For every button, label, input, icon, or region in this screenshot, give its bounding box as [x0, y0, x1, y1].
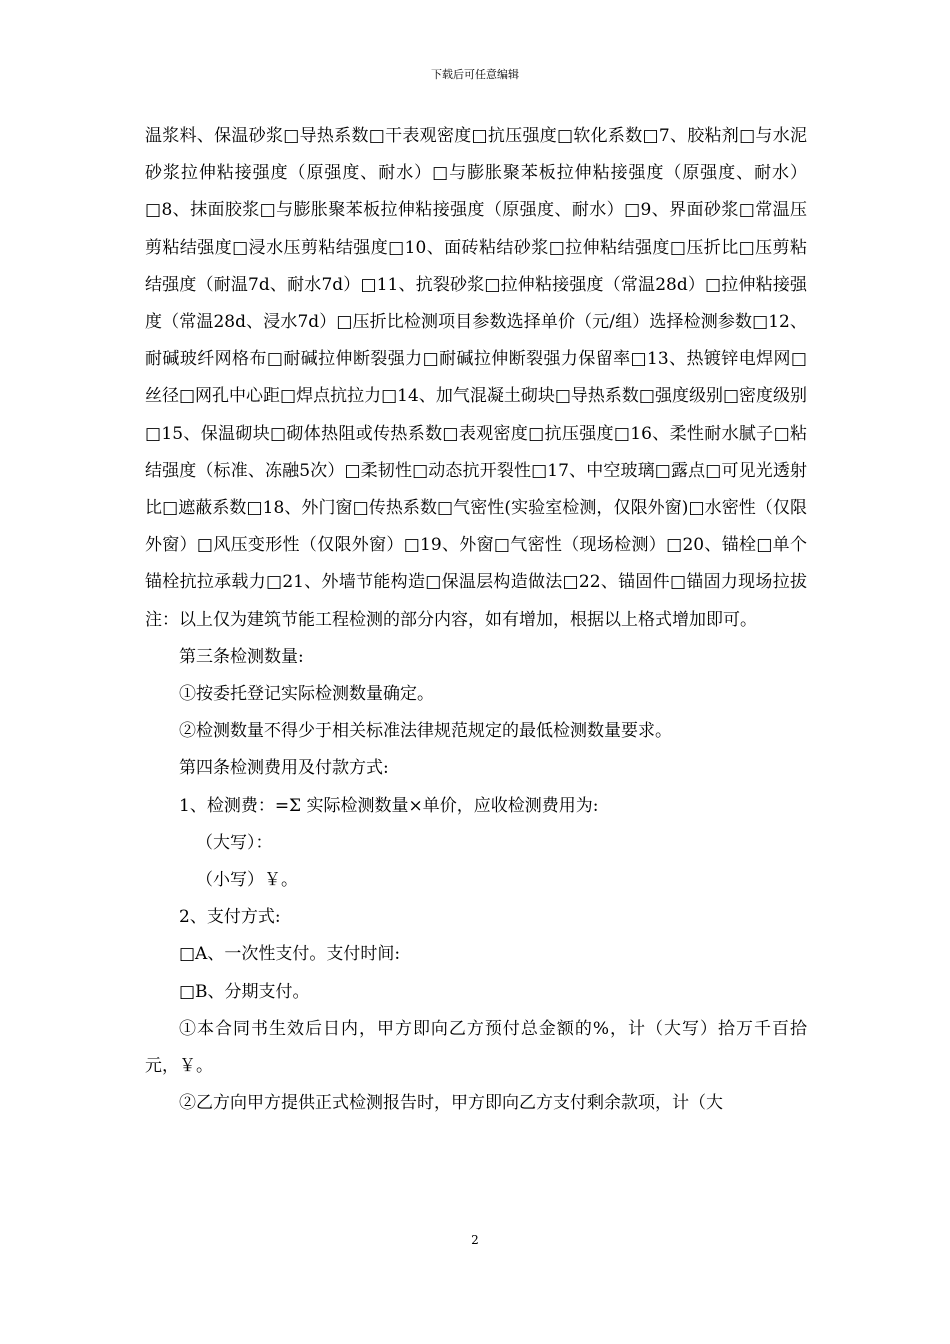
- paragraph-option-a: □A、一次性支付。支付时间:: [179, 944, 401, 965]
- paragraph-option-b: □B、分期支付。: [179, 981, 310, 1002]
- document-body: [145, 118, 807, 1122]
- paragraph-fee-formula: 1、检测费：=Σ 实际检测数量×单价，应收检测费用为:: [179, 795, 599, 816]
- page-header: 下载后可任意编辑: [431, 68, 519, 81]
- paragraph-amount-uppercase: （大写）：: [196, 832, 273, 853]
- page-number: 2: [471, 1233, 479, 1247]
- paragraph-test-items: 温浆料、保温砂浆□导热系数□干表观密度□抗压强度□软化系数□7、胶粘剂□与水泥砂浆拉伸粘接强度（原强度、耐水）□与膨胀聚苯板拉伸粘接强度（原强度、耐水）□8、抹面胶浆□与膨胀聚苯板拉伸粘接强度（原强度、耐水）□9、界面砂浆□常温压剪粘结强度□浸水压剪粘结强度□10、面砖粘结砂浆□拉伸粘结强度□压折比□压剪粘结强度（耐温7d、耐水7d）□11、抗裂砂浆□拉伸粘接强度（常温28d）□拉伸粘接强度（常温28d、浸水7d）□压折比检测项目参数选择单价（元/组）选择检测参数□12、耐碱玻纤网格布□耐碱拉伸断裂强力□耐碱拉伸断裂强力保留率□13、热镀锌电焊网□丝径□网孔中心距□焊点抗拉力□14、加气混凝土砌块□导热系数□强度级别□密度级别□15、保温砌块□砌体热阻或传热系数□表观密度□抗压强度□16、柔性耐水腻子□粘结强度（标准、冻融5次）□柔韧性□动态抗开裂性□17、中空玻璃□露点□可见光透射比□遮蔽系数□18、外门窗□传热系数□气密性(实验室检测，仅限外窗)□水密性（仅限外窗）□风压变形性（仅限外窗）□19、外窗□气密性（现场检测）□20、锚栓□单个锚栓抗拉承载力□21、外墙节能构造□保温层构造做法□22、锚固件□锚固力现场拉拔注：以上仅为建筑节能工程检测的部分内容，如有增加，根据以上格式增加即可。: [145, 126, 808, 630]
- paragraph-article-3-heading: 第三条检测数量:: [179, 646, 304, 667]
- paragraph-payment-method: 2、支付方式:: [179, 907, 281, 928]
- paragraph-quantity-2: ②检测数量不得少于相关标准法律规范规定的最低检测数量要求。: [179, 721, 672, 742]
- paragraph-amount-lowercase: （小写）￥。: [196, 870, 298, 891]
- paragraph-article-4-heading: 第四条检测费用及付款方式:: [179, 758, 389, 779]
- paragraph-installment-1: ①本合同书生效后日内，甲方即向乙方预付总金额的%，计（大写）拾万千百拾元，￥。: [145, 1018, 807, 1077]
- paragraph-quantity-1: ①按委托登记实际检测数量确定。: [179, 684, 434, 705]
- paragraph-installment-2: ②乙方向甲方提供正式检测报告时，甲方即向乙方支付剩余款项，计（大: [179, 1093, 723, 1114]
